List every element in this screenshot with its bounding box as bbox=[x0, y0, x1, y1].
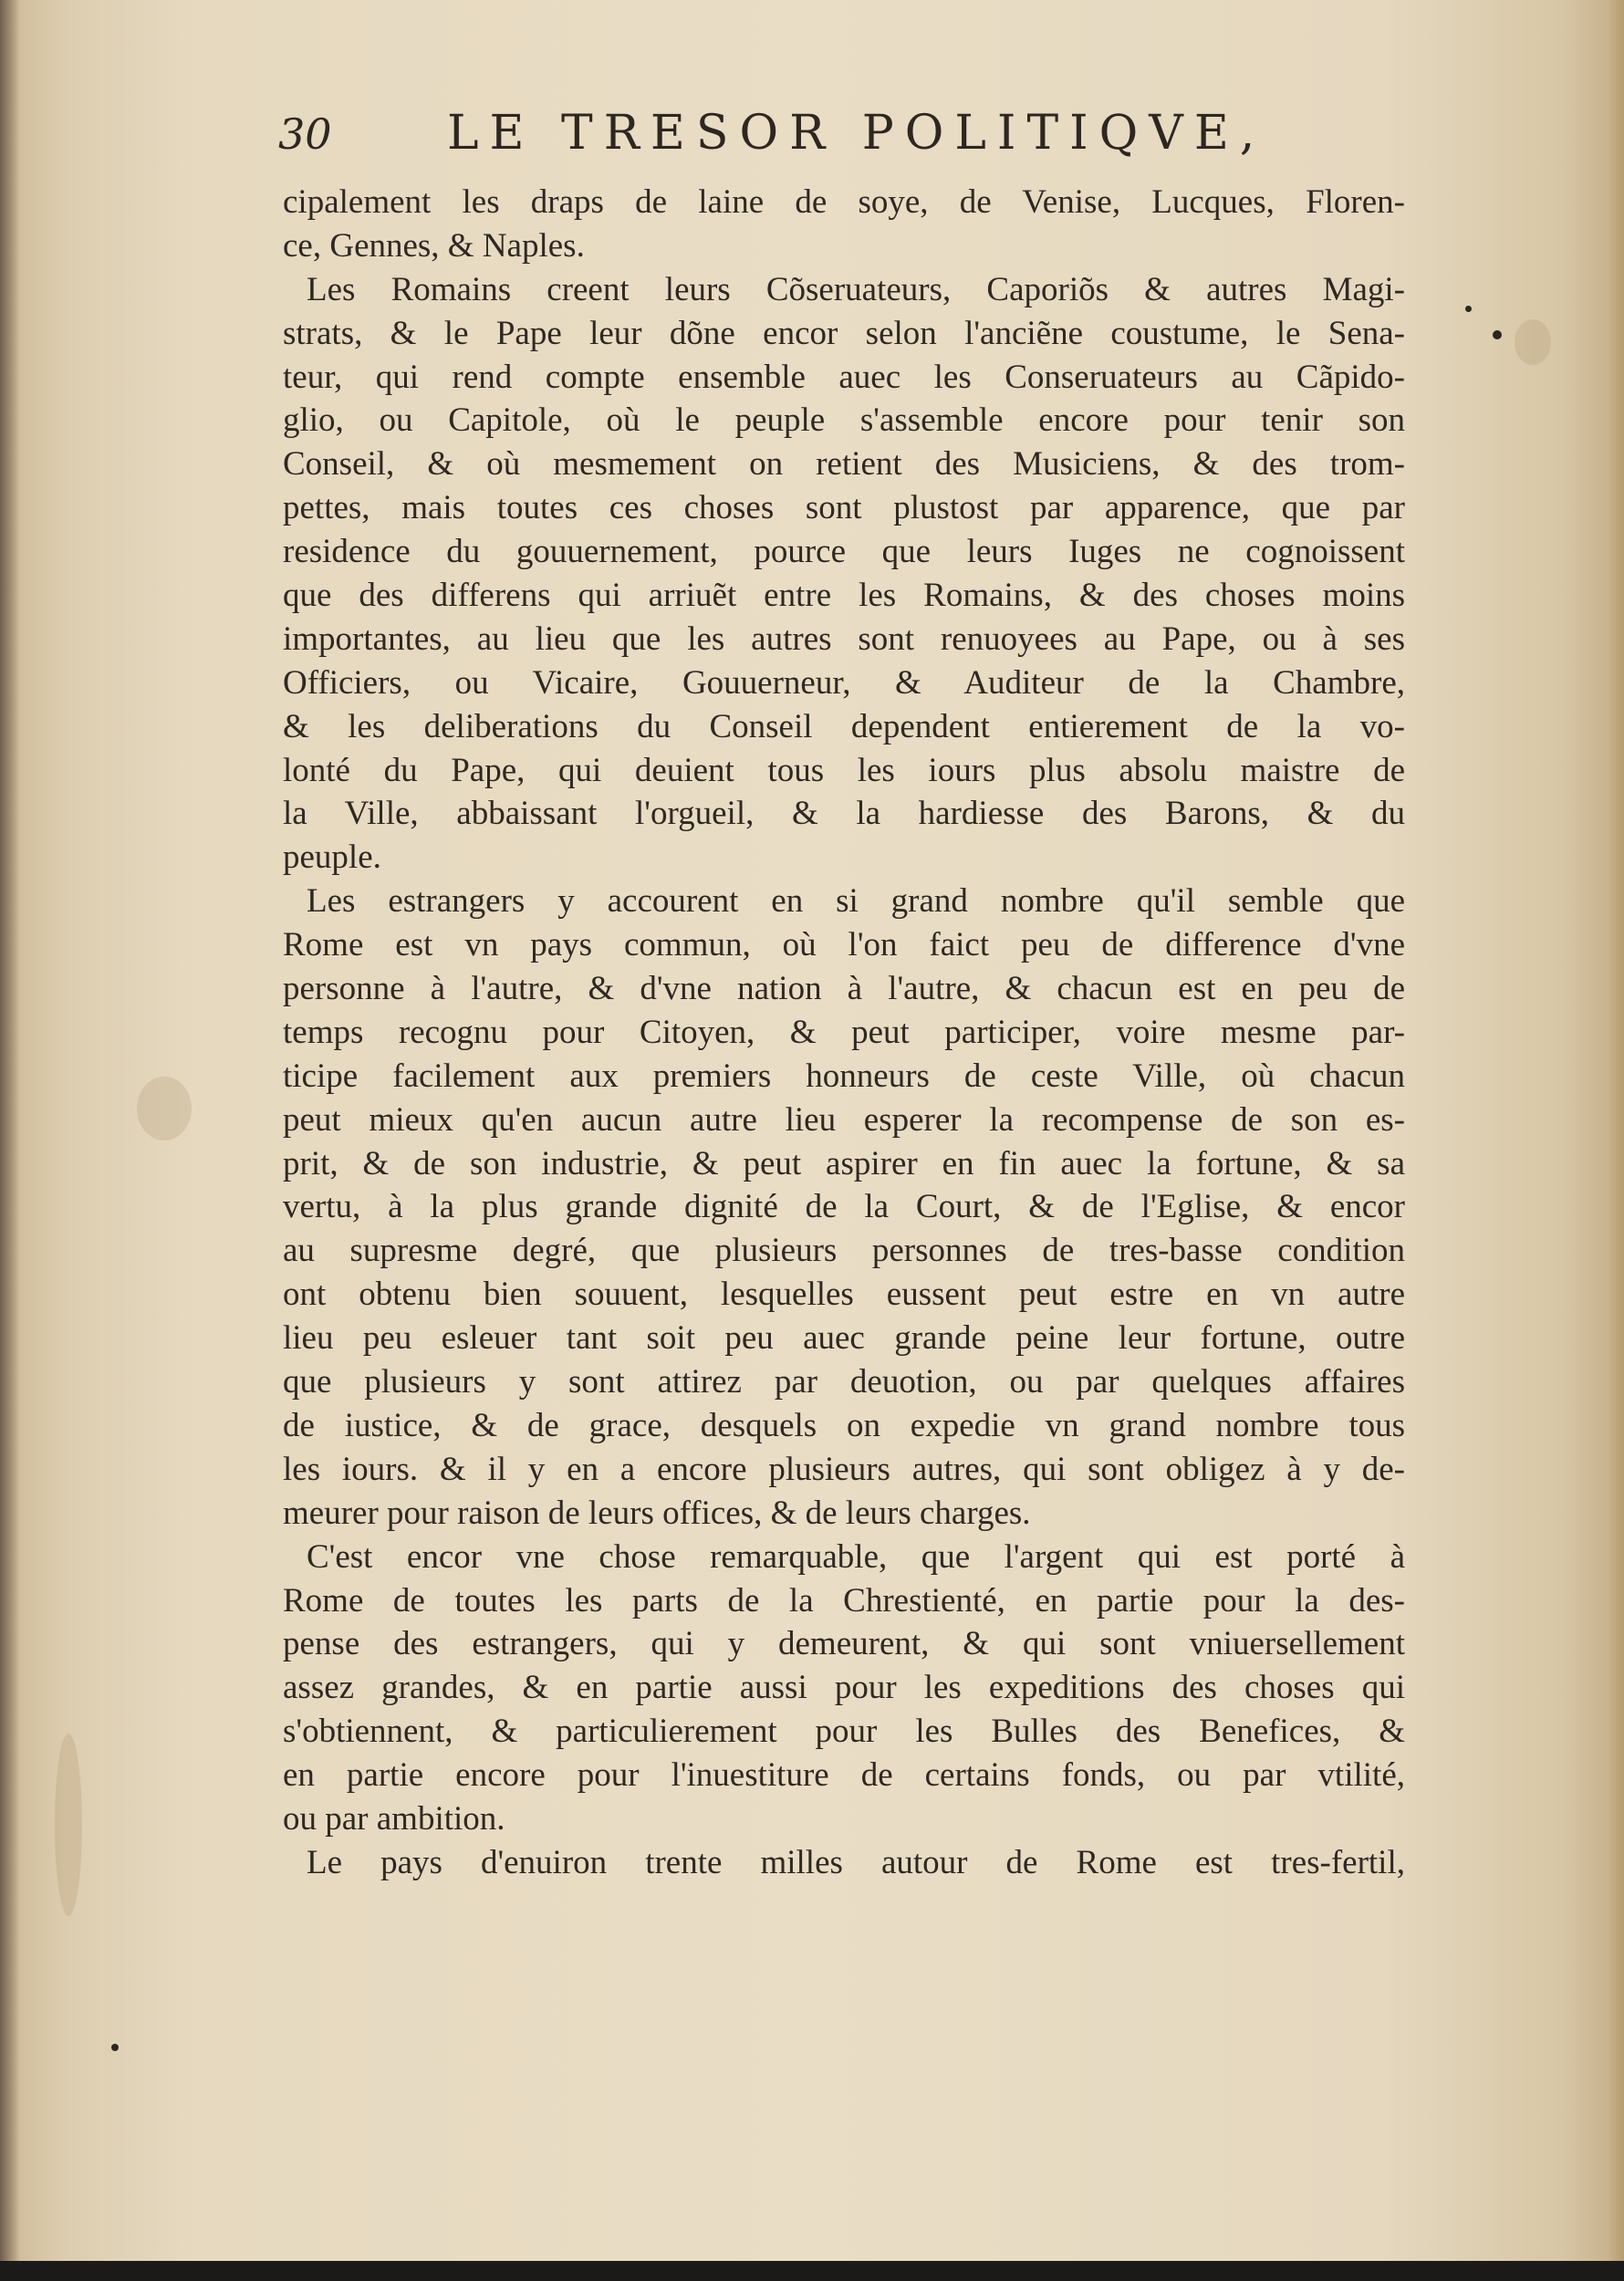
text-line: Rome est vn pays commun, où l'on faict peu de difference d'vne bbox=[283, 926, 1405, 964]
text-line: vertu, à la plus grande dignité de la Court, & de l'Eglise, & encor bbox=[283, 1188, 1405, 1226]
paper-stain bbox=[55, 1734, 82, 1916]
text-line: assez grandes, & en partie aussi pour les expeditions des choses qui bbox=[283, 1669, 1405, 1707]
text-line: residence du gouuernement, pource que leurs Iuges ne cognoissent bbox=[283, 533, 1405, 571]
text-line: ticipe facilement aux premiers honneurs de ceste Ville, où chacun bbox=[283, 1057, 1405, 1095]
text-line: personne à l'autre, & d'vne nation à l'autre, & chacun est en peu de bbox=[283, 970, 1405, 1008]
text-line: ont obtenu bien souuent, lesquelles eussent peut estre en vn autre bbox=[283, 1276, 1405, 1314]
text-line: ou par ambition. bbox=[283, 1799, 505, 1838]
text-line: de iustice, & de grace, desquels on expedie vn grand nombre tous bbox=[283, 1406, 1405, 1444]
text-line: au supresme degré, que plusieurs personnes de tres-basse condition bbox=[283, 1232, 1405, 1270]
text-line: strats, & le Pape leur dõne encor selon l'anciẽne coustume, le Sena- bbox=[283, 314, 1405, 352]
text-line: Le pays d'enuiron trente milles autour de Rome est tres-fertil, bbox=[307, 1843, 1405, 1881]
paper-stain bbox=[137, 1077, 192, 1140]
scan-border bbox=[0, 2261, 1624, 2281]
text-line: glio, ou Capitole, où le peuple s'assemble encore pour tenir son bbox=[283, 401, 1405, 440]
text-line: Rome de toutes les parts de la Chrestienté, en partie pour la des- bbox=[283, 1581, 1405, 1620]
text-line: C'est encor vne chose remarquable, que l'argent qui est porté à bbox=[307, 1537, 1405, 1576]
text-line: lieu peu esleuer tant soit peu auec grande peine leur fortune, outre bbox=[283, 1319, 1405, 1358]
ink-dot bbox=[111, 2044, 119, 2051]
page-number: 30 bbox=[278, 109, 332, 159]
text-line: peuple. bbox=[283, 838, 381, 877]
ink-dot bbox=[1465, 306, 1472, 312]
paper-stain bbox=[1515, 319, 1551, 365]
text-line: lonté du Pape, qui deuient tous les iours plus absolu maistre de bbox=[283, 751, 1405, 789]
running-title: LE TRESOR POLITIQVE, bbox=[447, 106, 1266, 161]
text-line: & les deliberations du Conseil dependent entierement de la vo- bbox=[283, 707, 1405, 745]
ink-dot bbox=[1493, 330, 1502, 339]
text-line: Conseil, & où mesmement on retient des Musiciens, & des trom- bbox=[283, 445, 1405, 484]
text-line: ce, Gennes, & Naples. bbox=[283, 226, 585, 265]
text-line: s'obtiennent, & particulierement pour les Bulles des Benefices, & bbox=[283, 1713, 1405, 1751]
text-line: cipalement les draps de laine de soye, de Venise, Lucques, Floren- bbox=[283, 183, 1405, 221]
text-line: meurer pour raison de leurs offices, & de leurs charges. bbox=[283, 1494, 1031, 1532]
body-text bbox=[283, 181, 1405, 1885]
text-line: peut mieux qu'en aucun autre lieu esperer la recompense de son es- bbox=[283, 1100, 1405, 1139]
text-line: Officiers, ou Vicaire, Gouuerneur, & Auditeur de la Chambre, bbox=[283, 663, 1405, 702]
text-line: que plusieurs y sont attirez par deuotion, ou par quelques affaires bbox=[283, 1363, 1405, 1401]
page-header bbox=[278, 99, 1410, 172]
text-line: que des differens qui arriuẽt entre les Romains, & des choses moins bbox=[283, 577, 1405, 615]
binding-shadow bbox=[0, 0, 20, 2281]
text-line: en partie encore pour l'inuestiture de certains fonds, ou par vtilité, bbox=[283, 1756, 1405, 1795]
text-line: pense des estrangers, qui y demeurent, & qui sont vniuersellement bbox=[283, 1625, 1405, 1663]
text-line: prit, & de son industrie, & peut aspirer en fin auec la fortune, & sa bbox=[283, 1144, 1405, 1182]
text-line: Les Romains creent leurs Cõseruateurs, Caporiõs & autres Magi- bbox=[307, 270, 1405, 308]
text-line: teur, qui rend compte ensemble auec les Conseruateurs au Cãpido- bbox=[283, 358, 1405, 396]
text-line: pettes, mais toutes ces choses sont plustost par apparence, que par bbox=[283, 489, 1405, 527]
text-line: importantes, au lieu que les autres sont renuoyees au Pape, ou à ses bbox=[283, 620, 1405, 658]
text-line: les iours. & il y en a encore plusieurs autres, qui sont obligez à y de- bbox=[283, 1450, 1405, 1488]
text-line: Les estrangers y accourent en si grand nombre qu'il semble que bbox=[307, 882, 1405, 921]
text-line: temps recognu pour Citoyen, & peut participer, voire mesme par- bbox=[283, 1013, 1405, 1051]
text-line: la Ville, abbaissant l'orgueil, & la hardiesse des Barons, & du bbox=[283, 795, 1405, 833]
page-edge-shadow bbox=[1608, 0, 1624, 2281]
